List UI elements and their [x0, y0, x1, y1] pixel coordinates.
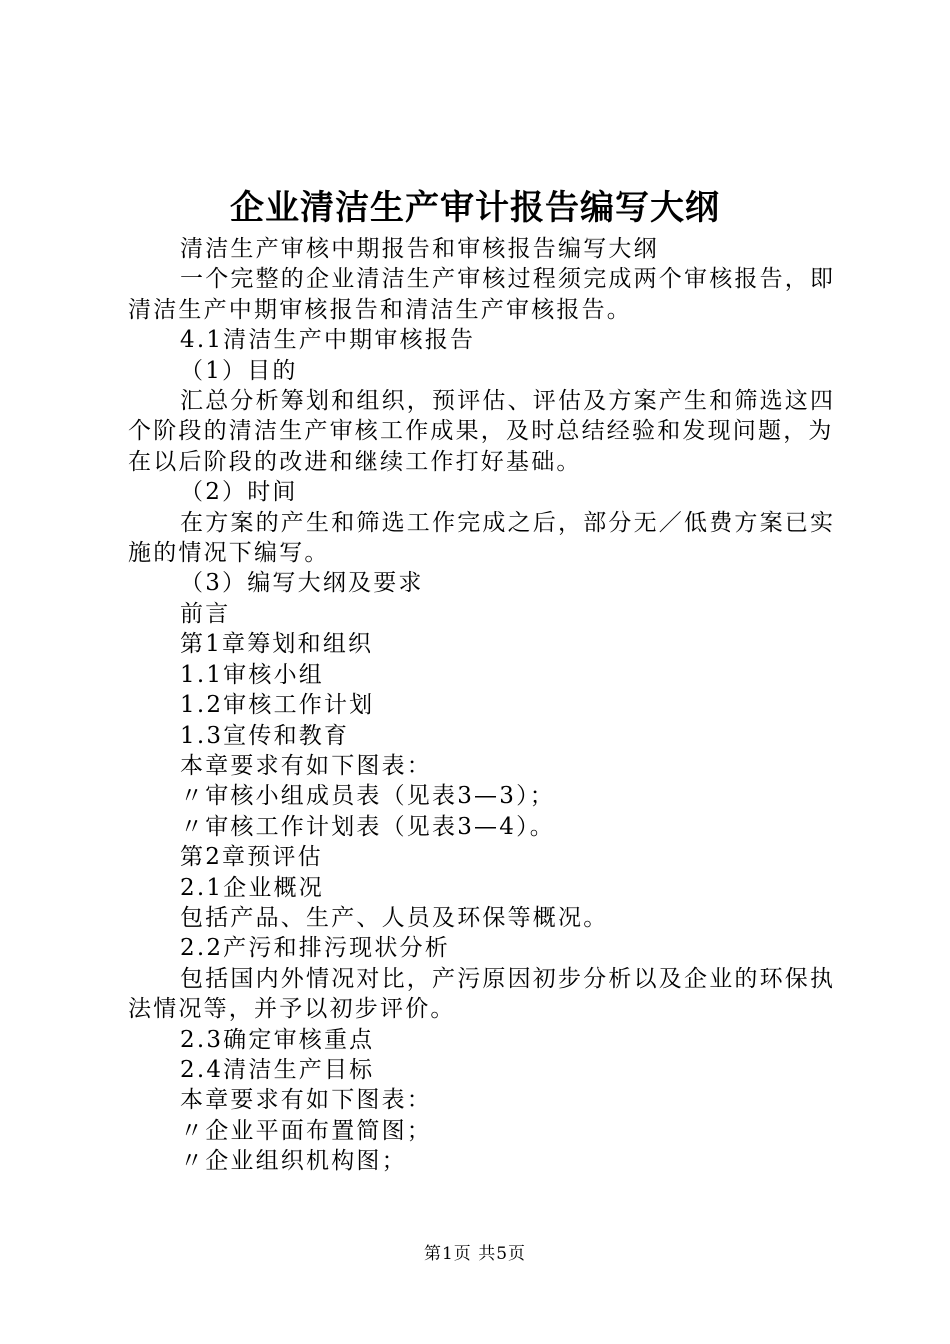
paragraph: 在方案的产生和筛选工作完成之后，部分无／低费方案已实施的情况下编写。: [128, 509, 836, 567]
list-item: 2.3确定审核重点: [180, 1026, 375, 1053]
chapter-heading: 第1章筹划和组织: [180, 631, 374, 658]
document-body: [128, 234, 848, 1177]
list-item: 1.2审核工作计划: [180, 692, 375, 719]
list-item: 2.1企业概况: [180, 874, 324, 901]
subsection-heading: （3）编写大纲及要求: [180, 570, 424, 597]
paragraph: 清洁生产审核中期报告和审核报告编写大纲: [180, 236, 659, 262]
subsection-heading: （2）时间: [180, 479, 298, 506]
paragraph: 包括产品、生产、人员及环保等概况。: [180, 904, 609, 931]
list-item: 1.3宣传和教育: [180, 722, 350, 749]
list-item: 〃审核小组成员表（见表3—3）；: [180, 783, 555, 810]
list-item: 前言: [180, 600, 231, 627]
paragraph: 本章要求有如下图表：: [180, 1087, 432, 1114]
paragraph: 包括国内外情况对比，产污原因初步分析以及企业的环保执法情况等，并予以初步评价。: [128, 965, 836, 1023]
section-heading: 4.1清洁生产中期审核报告: [180, 327, 476, 354]
list-item: 〃审核工作计划表（见表3—4）。: [180, 813, 555, 840]
paragraph: 本章要求有如下图表：: [180, 752, 432, 779]
list-item: 2.2产污和排污现状分析: [180, 935, 450, 962]
document-title: 企业清洁生产审计报告编写大纲: [230, 188, 720, 228]
page-footer: 第1页 共5页: [423, 1244, 527, 1264]
list-item: 2.4清洁生产目标: [180, 1056, 375, 1083]
list-item: 1.1审核小组: [180, 661, 324, 688]
chapter-heading: 第2章预评估: [180, 844, 323, 871]
paragraph: 一个完整的企业清洁生产审核过程须完成两个审核报告，即清洁生产中期审核报告和清洁生产审核报告。: [128, 266, 836, 323]
list-item: 〃企业组织机构图；: [180, 1148, 407, 1175]
list-item: 〃企业平面布置简图；: [180, 1117, 432, 1144]
subsection-heading: （1）目的: [180, 357, 298, 384]
paragraph: 汇总分析筹划和组织，预评估、评估及方案产生和筛选这四个阶段的清洁生产审核工作成果，及时总结经验和发现问题，为在以后阶段的改进和继续工作打好基础。: [128, 388, 836, 475]
